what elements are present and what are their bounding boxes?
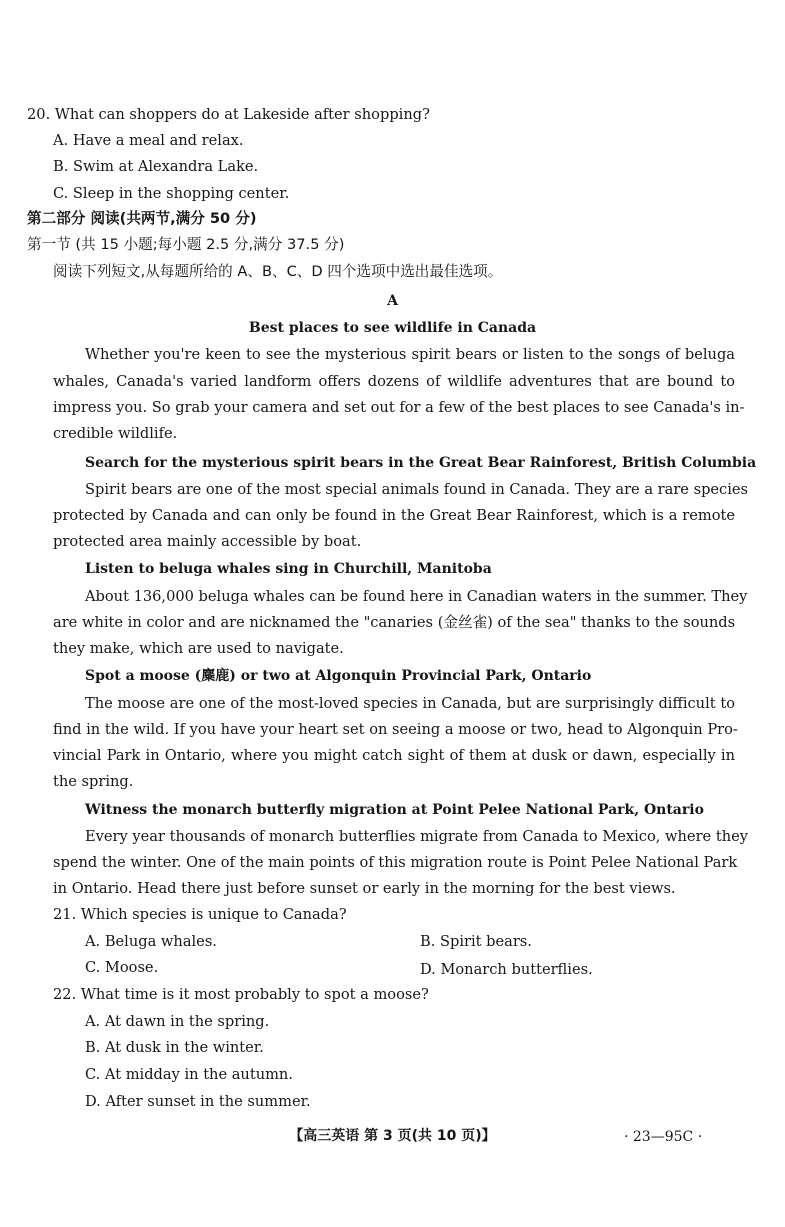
q20-option-a: A. Have a meal and relax. xyxy=(53,132,244,149)
section1-heading: 第一节 (共 15 小题;每小题 2.5 分,满分 37.5 分) xyxy=(27,236,345,253)
butterfly-line-1: Every year thousands of monarch butterflies migrate from Canada to Mexico, where they xyxy=(85,828,748,845)
page-footer-label: 【高三英语 第 3 页(共 10 页)】 xyxy=(289,1128,496,1144)
q21-option-a: A. Beluga whales. xyxy=(85,933,217,950)
q22-stem: 22. What time is it most probably to spot a moose? xyxy=(53,986,429,1003)
butterfly-line-2: spend the winter. One of the main points of this migration route is Point Pelee National Park xyxy=(53,854,738,871)
section-heading-butterfly: Witness the monarch butterfly migration at Point Pelee National Park, Ontario xyxy=(85,802,704,818)
q20-option-c: C. Sleep in the shopping center. xyxy=(53,185,290,202)
spirit-bears-line-1: Spirit bears are one of the most special animals found in Canada. They are a rare species xyxy=(85,481,749,498)
q22-option-a: A. At dawn in the spring. xyxy=(85,1013,270,1030)
spirit-bears-line-2: protected by Canada and can only be found in the Great Bear Rainforest, which is a remote xyxy=(53,507,735,524)
section-heading-moose: Spot a moose (麋鹿) or two at Algonquin Provincial Park, Ontario xyxy=(85,668,592,684)
part2-heading: 第二部分 阅读(共两节,满分 50 分) xyxy=(27,210,257,227)
reading-instructions: 阅读下列短文,从每题所给的 A、B、C、D 四个选项中选出最佳选项。 xyxy=(53,263,503,280)
intro-line-3: impress you. So grab your camera and set out for a few of the best places to see Canada's in- xyxy=(53,399,745,416)
beluga-line-1: About 136,000 beluga whales can be found here in Canadian waters in the summer. They xyxy=(85,588,748,605)
butterfly-line-3: in Ontario. Head there just before sunset or early in the morning for the best views. xyxy=(53,880,676,897)
moose-line-2: find in the wild. If you have your heart set on seeing a moose or two, head to Algonquin Pro- xyxy=(53,721,738,738)
beluga-line-2: are white in color and are nicknamed the "canaries (金丝雀) of the sea" thanks to the sounds xyxy=(53,614,736,631)
moose-line-1: The moose are one of the most-loved species in Canada, but are surprisingly difficult to xyxy=(85,695,735,712)
q21-stem: 21. Which species is unique to Canada? xyxy=(53,906,347,923)
section-heading-spirit-bears: Search for the mysterious spirit bears in the Great Bear Rainforest, British Columbia xyxy=(85,455,757,471)
moose-line-4: the spring. xyxy=(53,773,134,790)
q22-option-b: B. At dusk in the winter. xyxy=(85,1039,264,1056)
q22-option-d: D. After sunset in the summer. xyxy=(85,1093,311,1110)
q20-stem: 20. What can shoppers do at Lakeside after shopping? xyxy=(27,106,430,123)
q22-option-c: C. At midday in the autumn. xyxy=(85,1066,293,1083)
q21-option-d: D. Monarch butterflies. xyxy=(420,961,593,978)
q21-option-c: C. Moose. xyxy=(85,959,159,976)
beluga-line-3: they make, which are used to navigate. xyxy=(53,640,344,657)
spirit-bears-line-3: protected area mainly accessible by boat. xyxy=(53,533,362,550)
q20-option-b: B. Swim at Alexandra Lake. xyxy=(53,158,259,175)
intro-line-2: whales, Canada's varied landform offers dozens of wildlife adventures that are bound to xyxy=(53,373,735,390)
intro-line-4: credible wildlife. xyxy=(53,425,178,442)
moose-line-3: vincial Park in Ontario, where you might catch sight of them at dusk or dawn, especially in xyxy=(53,747,735,764)
q21-option-b: B. Spirit bears. xyxy=(420,933,532,950)
passage-title: Best places to see wildlife in Canada xyxy=(248,320,537,336)
passage-label: A xyxy=(387,293,398,309)
page-footer-code: · 23—95C · xyxy=(624,1129,703,1145)
intro-line-1: Whether you're keen to see the mysterious spirit bears or listen to the songs of beluga xyxy=(85,346,735,363)
section-heading-beluga: Listen to beluga whales sing in Churchill, Manitoba xyxy=(85,561,492,577)
